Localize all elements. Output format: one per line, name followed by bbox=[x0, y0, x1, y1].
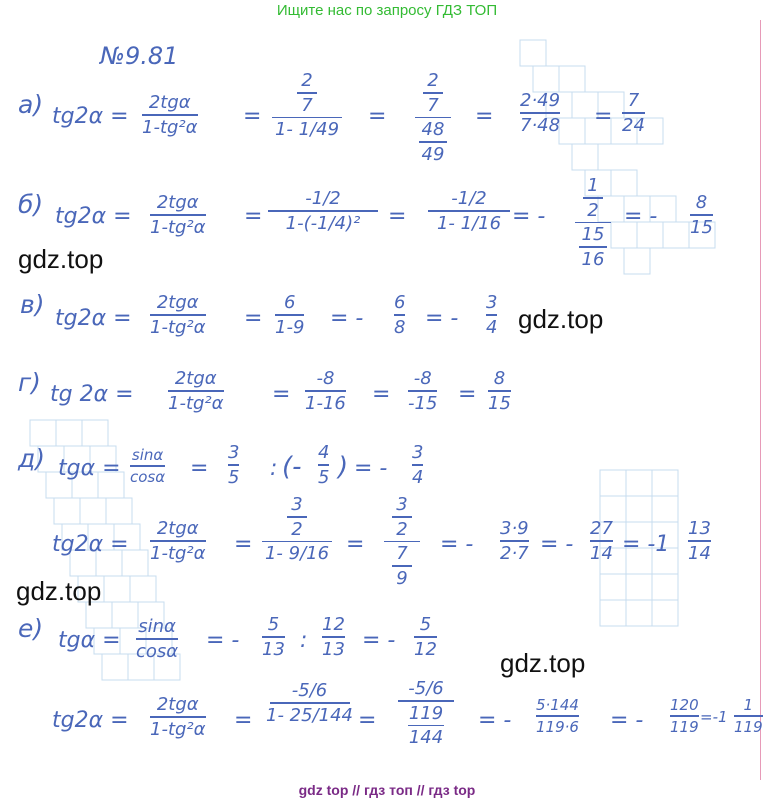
part-b-frac-5: 8 15 bbox=[690, 192, 713, 238]
part-a-frac-1: 2tgα 1-tg²α bbox=[142, 92, 198, 138]
part-e-line2-frac-4: 5·144 119·6 bbox=[536, 696, 579, 736]
part-a-frac-2: 2 7 1- 1/49 bbox=[272, 70, 342, 140]
part-a-eq-2: = bbox=[368, 104, 387, 129]
part-g-frac-1: 2tgα 1-tg²α bbox=[168, 368, 224, 414]
grid-cell bbox=[559, 118, 585, 144]
part-d-frac-3: 4 5 bbox=[318, 442, 330, 488]
part-d-line2-frac-2: 3 2 1- 9/16 bbox=[262, 494, 332, 564]
part-e-line2-frac-5: 120 119 bbox=[670, 696, 699, 736]
part-e-line2-lhs: tg2α = bbox=[52, 708, 129, 733]
part-d-line2-eq-2: = bbox=[346, 532, 365, 557]
part-e-line2-frac-1: 2tgα 1-tg²α bbox=[150, 694, 206, 740]
grid-cell bbox=[102, 654, 128, 680]
part-d-frac-2: 3 5 bbox=[228, 442, 240, 488]
part-g-label: г) bbox=[18, 368, 41, 397]
part-d-line2-eq-5: = -1 bbox=[622, 532, 670, 557]
grid-cell bbox=[104, 576, 130, 602]
part-e-op: : bbox=[300, 628, 308, 653]
grid-cell bbox=[112, 602, 138, 628]
part-e-line2-eq-3: = - bbox=[478, 708, 512, 733]
grid-cell bbox=[54, 498, 80, 524]
grid-cell bbox=[626, 600, 652, 626]
part-g-frac-4: 8 15 bbox=[488, 368, 511, 414]
part-d-line2-frac-6: 13 14 bbox=[688, 518, 711, 564]
part-b-eq-1: = bbox=[244, 204, 263, 229]
part-d-line2-eq-4: = - bbox=[540, 532, 574, 557]
part-e-line2-frac-2: -5/6 1- 25/144 bbox=[266, 680, 353, 726]
part-d-line2-frac-5: 27 14 bbox=[590, 518, 613, 564]
part-e-line2-eq-4: = - bbox=[610, 708, 644, 733]
part-d-line2-frac-4: 3·9 2·7 bbox=[500, 518, 529, 564]
grid-cell bbox=[626, 470, 652, 496]
problem-number: №9.81 bbox=[100, 42, 179, 70]
part-d-paren-open: (- bbox=[282, 452, 302, 482]
part-v-frac-1: 2tgα 1-tg²α bbox=[150, 292, 206, 338]
grid-cell bbox=[533, 66, 559, 92]
part-d-eq-2: = - bbox=[354, 456, 388, 481]
part-e-frac-2: 5 13 bbox=[262, 614, 285, 660]
part-e-lhs: tgα = bbox=[58, 628, 121, 653]
margin-line bbox=[760, 20, 761, 780]
part-a-eq-4: = bbox=[594, 104, 613, 129]
grid-cell bbox=[611, 170, 637, 196]
watermark-text: gdz.top bbox=[18, 244, 104, 274]
part-d-line2-eq-3: = - bbox=[440, 532, 474, 557]
part-v-lhs: tg2α = bbox=[55, 306, 132, 331]
part-b-lhs: tg2α = bbox=[55, 204, 132, 229]
part-v-label: в) bbox=[20, 290, 45, 319]
grid-cell bbox=[652, 600, 678, 626]
part-v-frac-4: 3 4 bbox=[486, 292, 498, 338]
part-b-frac-3: -1/2 1- 1/16 bbox=[428, 188, 510, 234]
watermark-text: gdz.top bbox=[500, 648, 586, 678]
part-d-line2-lhs: tg2α = bbox=[52, 532, 129, 557]
grid-cell bbox=[652, 496, 678, 522]
part-g-lhs: tg 2α = bbox=[50, 382, 134, 407]
part-b-label: б) bbox=[18, 190, 44, 219]
header-banner: Ищите нас по запросу ГДЗ ТОП bbox=[276, 2, 498, 19]
part-g-eq-2: = bbox=[372, 382, 391, 407]
part-d-frac-4: 3 4 bbox=[412, 442, 424, 488]
part-e-line2-eq-1: = bbox=[234, 708, 253, 733]
part-v-eq-2: = - bbox=[330, 306, 364, 331]
part-g-eq-1: = bbox=[272, 382, 291, 407]
grid-cell bbox=[30, 420, 56, 446]
part-v-frac-3: 6 8 bbox=[394, 292, 406, 338]
grid-cell bbox=[652, 574, 678, 600]
part-e-frac-3: 12 13 bbox=[322, 614, 345, 660]
part-d-line2-eq-1: = bbox=[234, 532, 253, 557]
footer-links: gdz top // гдз топ // гдз top bbox=[298, 782, 476, 798]
part-b-eq-2: = bbox=[388, 204, 407, 229]
part-e-eq-2: = - bbox=[362, 628, 396, 653]
part-g-frac-3: -8 -15 bbox=[408, 368, 438, 414]
part-v-eq-1: = bbox=[244, 306, 263, 331]
part-d-label: д) bbox=[18, 444, 46, 473]
part-e-line2-frac-6: 1 119 bbox=[734, 696, 763, 736]
grid-cell bbox=[520, 40, 546, 66]
grid-cell bbox=[130, 576, 156, 602]
part-d-eq-1: = bbox=[190, 456, 209, 481]
grid-cell bbox=[663, 222, 689, 248]
grid-cell bbox=[626, 574, 652, 600]
part-d-lhs: tgα = bbox=[58, 456, 121, 481]
part-d-paren-close: ) bbox=[338, 452, 349, 482]
part-e-frac-1: sinα cosα bbox=[136, 616, 179, 662]
part-a-frac-5: 7 24 bbox=[622, 90, 645, 136]
part-v-eq-3: = - bbox=[425, 306, 459, 331]
grid-cell bbox=[652, 470, 678, 496]
part-d-op: : bbox=[270, 456, 278, 481]
part-d-frac-1: sinα cosα bbox=[130, 446, 166, 486]
grid-cell bbox=[106, 498, 132, 524]
part-b-eq-4: = - bbox=[624, 204, 658, 229]
watermark-text: gdz.top bbox=[518, 304, 604, 334]
grid-cell bbox=[624, 248, 650, 274]
grid-cell bbox=[600, 574, 626, 600]
part-g-eq-3: = bbox=[458, 382, 477, 407]
part-b-frac-4: 1 2 15 16 bbox=[575, 175, 611, 270]
grid-cell bbox=[600, 600, 626, 626]
part-e-label: е) bbox=[18, 614, 44, 643]
part-e-line2-eq-2: = bbox=[358, 708, 377, 733]
part-v-frac-2: 6 1-9 bbox=[275, 292, 305, 338]
part-d-line2-frac-3: 3 2 7 9 bbox=[384, 494, 420, 589]
part-e-eq-1: = - bbox=[206, 628, 240, 653]
grid-cell bbox=[559, 66, 585, 92]
grid-cell bbox=[572, 144, 598, 170]
grid-cell bbox=[80, 498, 106, 524]
part-e-frac-4: 5 12 bbox=[414, 614, 437, 660]
part-a-eq-1: = bbox=[243, 104, 262, 129]
grid-cell bbox=[626, 496, 652, 522]
part-e-line2-eq-5: =-1 bbox=[700, 708, 728, 726]
part-e-line2-frac-3: -5/6 119 144 bbox=[398, 678, 454, 748]
grid-cell bbox=[82, 420, 108, 446]
part-d-line2-frac-1: 2tgα 1-tg²α bbox=[150, 518, 206, 564]
part-a-eq-3: = bbox=[475, 104, 494, 129]
watermark-text: gdz.top bbox=[16, 576, 102, 606]
part-a-label: а) bbox=[18, 90, 44, 119]
part-a-lhs: tg2α = bbox=[52, 104, 129, 129]
grid-cell bbox=[600, 470, 626, 496]
part-b-eq-3: = - bbox=[512, 204, 546, 229]
part-b-frac-1: 2tgα 1-tg²α bbox=[150, 192, 206, 238]
part-a-frac-4: 2·49 7·48 bbox=[520, 90, 561, 136]
part-b-frac-2: -1/2 1-(-1/4)² bbox=[268, 188, 378, 234]
part-a-frac-3: 2 7 48 49 bbox=[415, 70, 451, 165]
grid-cell bbox=[56, 420, 82, 446]
part-g-frac-2: -8 1-16 bbox=[305, 368, 346, 414]
